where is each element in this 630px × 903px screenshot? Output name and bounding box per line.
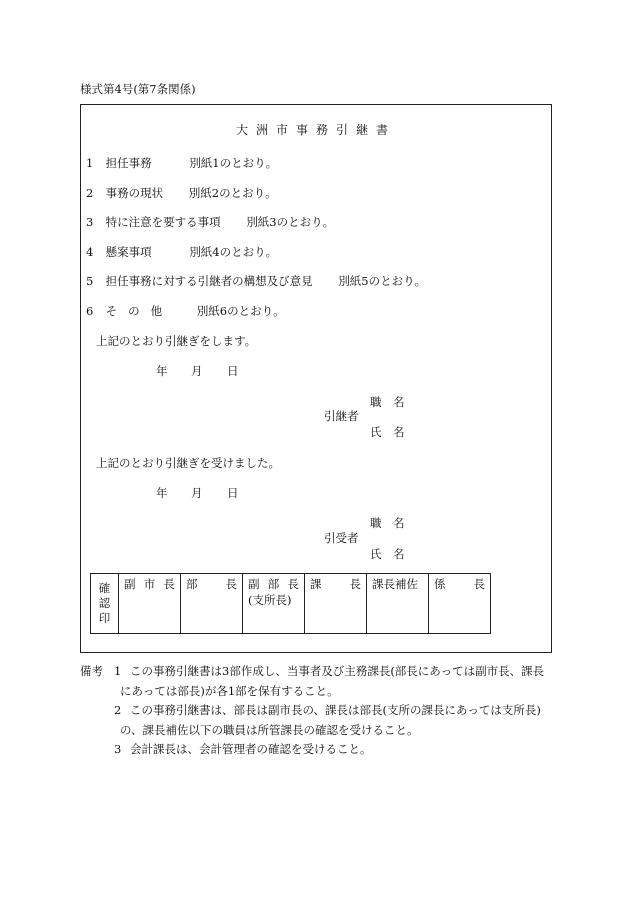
item-row-4 [86,244,277,260]
remark-item-3 [80,740,570,760]
stamp-table-header: 確 認 印 [91,574,119,634]
remark-item-1 [80,662,570,701]
item-number: 5 [86,274,94,288]
item-label: 担任事務 [105,156,152,170]
handover-date-month: 月 [191,364,203,378]
stamp-cell-deputy-department-head[interactable]: 副 部 長 (支所長) [243,574,305,634]
item-number: 6 [86,304,94,318]
stamp-cell-assistant-section-chief[interactable]: 課長補佐 [367,574,429,634]
item-value: 別紙5のとおり。 [338,274,427,288]
form-number-label: 様式第4号(第7条関係) [80,82,196,96]
stamp-cell-vice-mayor[interactable]: 副 市 長 [119,574,181,634]
receipt-date-year: 年 [156,486,168,500]
item-row-2 [86,185,277,201]
remark-number: 3 [114,742,122,756]
handover-role-label: 引継者 [324,409,359,423]
handover-date-day: 日 [227,364,239,378]
remark-number: 1 [114,664,122,678]
item-row-3 [86,214,334,230]
item-number: 3 [86,215,94,229]
item-number: 1 [86,156,94,170]
remarks-section [80,662,570,760]
item-value: 別紙1のとおり。 [189,156,278,170]
receipt-name-label: 氏 名 [370,547,405,561]
remark-text-continued: の、課長補佐以下の職員は所管課長の確認を受けること。 [120,722,419,737]
remark-text: この事務引継書は3部作成し、当事者及び主務課長(部長にあっては副市長、課長 [130,664,545,678]
remark-text: 会計課長は、会計管理者の確認を受けること。 [130,742,372,756]
item-label: その他 [105,304,174,318]
item-label: 担任事務に対する引継者の構想及び意見 [105,274,313,288]
remark-number: 2 [114,703,122,717]
item-number: 4 [86,245,94,259]
handover-date-year: 年 [156,364,168,378]
remark-text: この事務引継書は、部長は副市長の、課長は部長(支所の課長にあっては支所長) [130,703,541,717]
item-value: 別紙2のとおり。 [188,186,277,200]
item-value: 別紙4のとおり。 [189,245,278,259]
item-value: 別紙3のとおり。 [246,215,335,229]
stamp-cell-subsection-chief[interactable]: 係 長 [429,574,491,634]
receipt-date-month: 月 [191,486,203,500]
remark-text-continued: にあっては部長)が各1部を保有すること。 [120,683,339,698]
item-row-1 [86,155,277,171]
stamp-cell-department-head[interactable]: 部 長 [181,574,243,634]
branch-head-note: (支所長) [248,593,292,607]
remarks-label: 備考 [80,664,103,678]
receipt-statement: 上記のとおり引継ぎを受けました。 [96,456,280,470]
item-value: 別紙6のとおり。 [196,304,285,318]
item-label: 事務の現状 [105,186,164,200]
item-label: 懸案事項 [105,245,152,259]
handover-name-label: 氏 名 [370,425,405,439]
receipt-date-day: 日 [227,486,239,500]
remark-item-2 [80,701,570,740]
item-label: 特に注意を要する事項 [105,215,221,229]
confirmation-stamp-table [90,573,491,634]
receipt-post-label: 職 名 [370,516,405,530]
receipt-role-label: 引受者 [324,531,359,545]
handover-post-label: 職 名 [370,395,405,409]
item-row-6 [86,303,285,319]
stamp-cell-section-chief[interactable]: 課 長 [305,574,367,634]
item-number: 2 [86,186,94,200]
handover-document-box [80,104,552,653]
handover-statement: 上記のとおり引継ぎをします。 [96,334,257,348]
document-title: 大洲市事務引継書 [235,123,396,137]
item-row-5 [86,273,426,289]
